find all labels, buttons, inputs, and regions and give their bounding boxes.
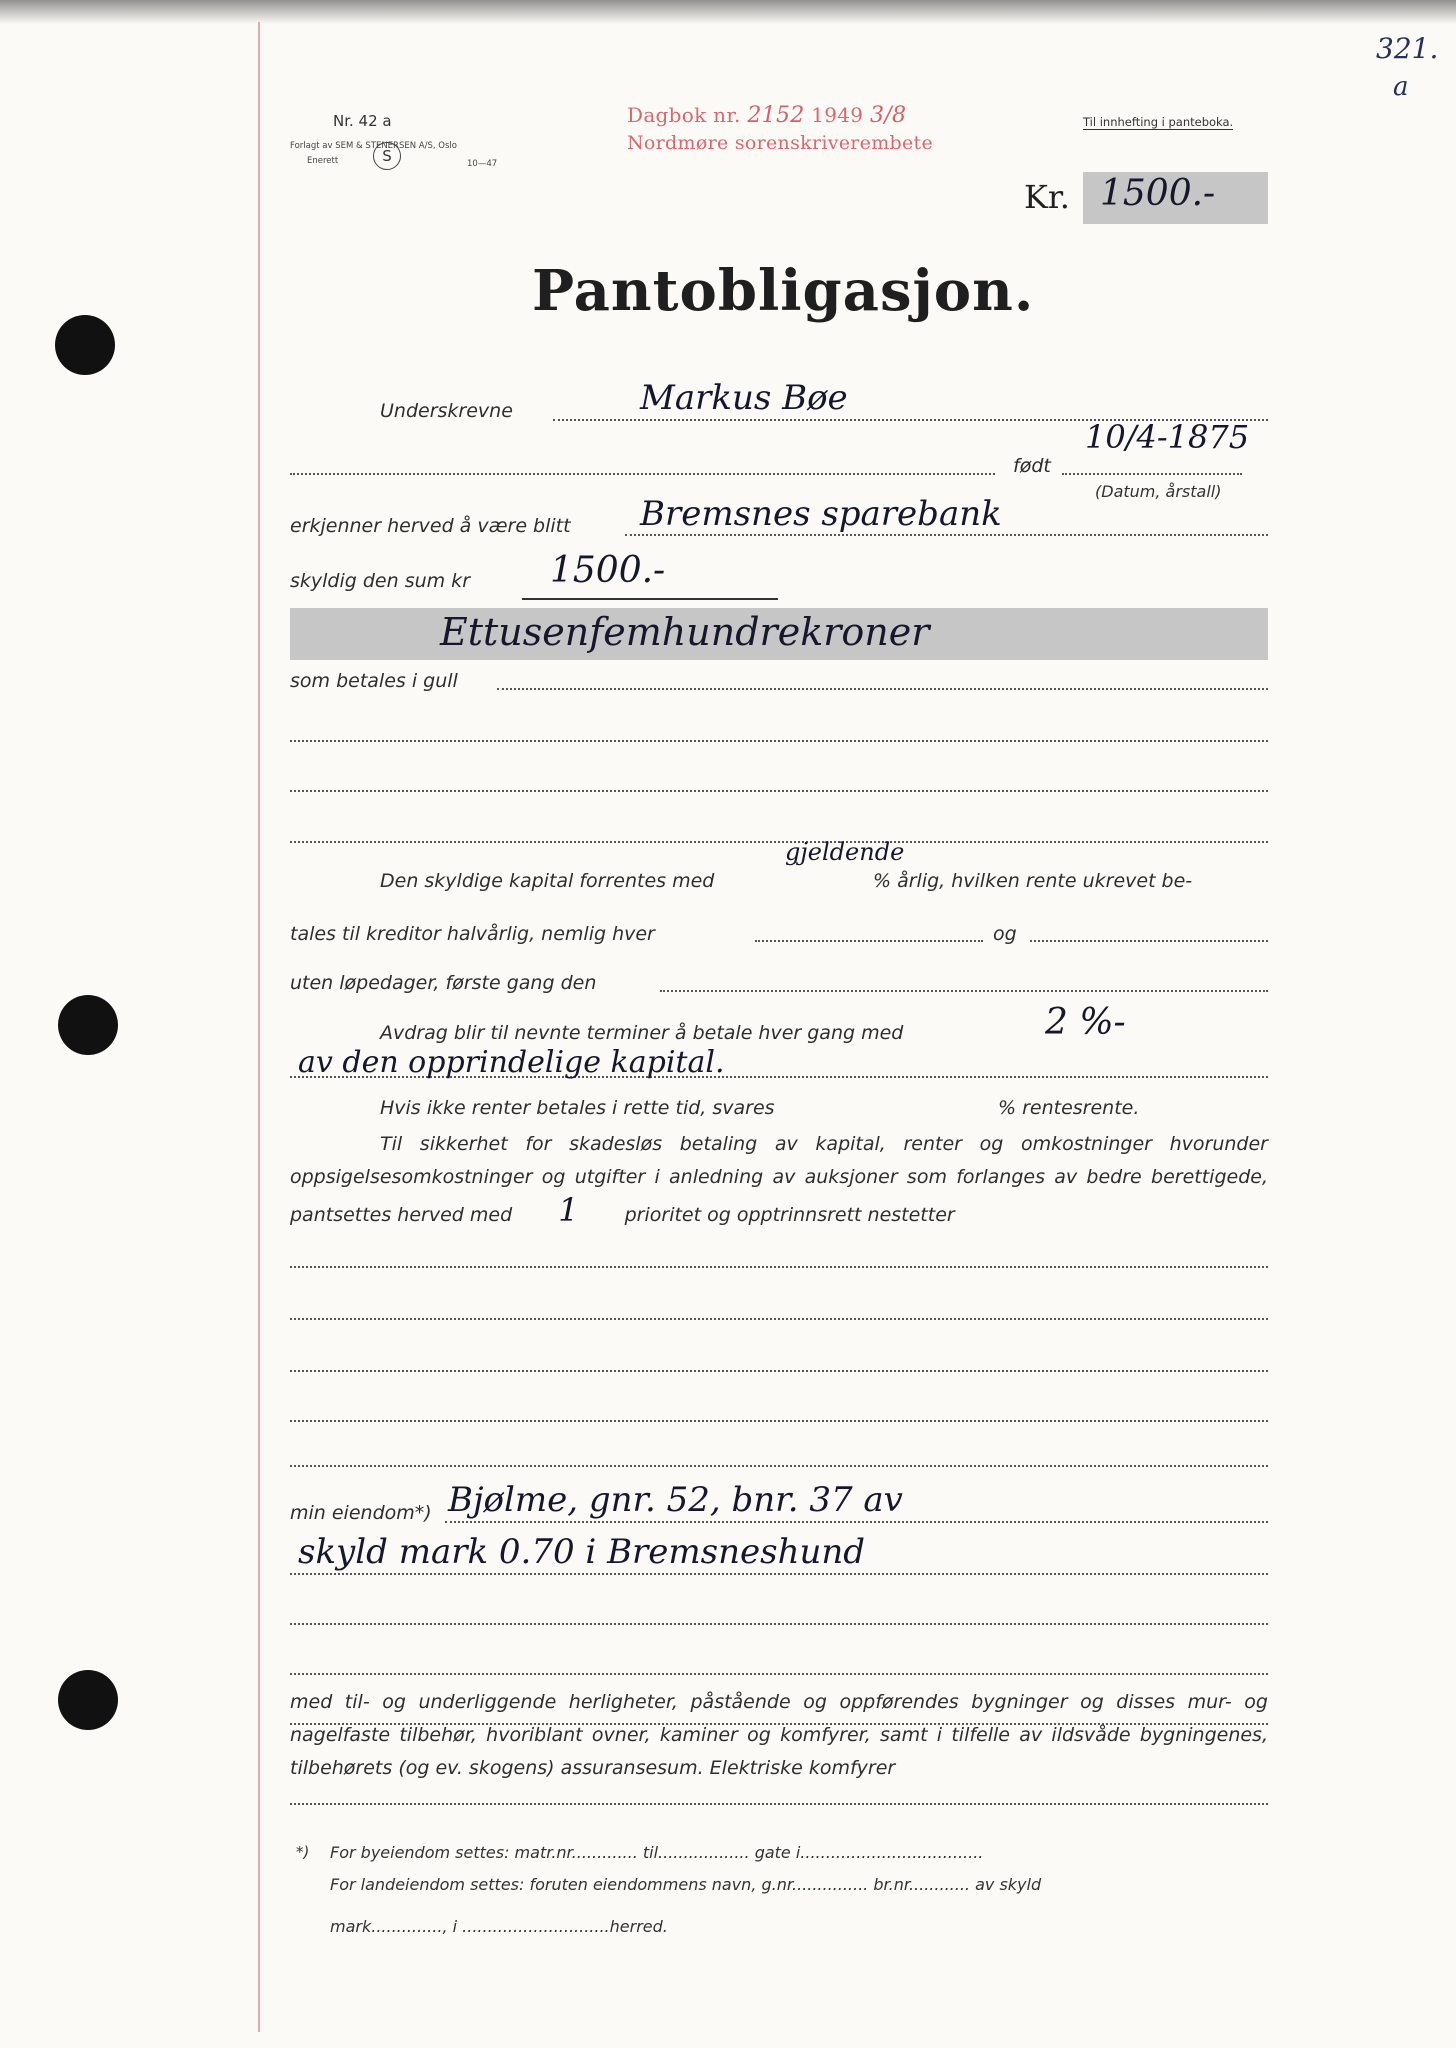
dots: ........... — [914, 1875, 970, 1894]
blank-line — [290, 1420, 1268, 1422]
scan-shadow — [0, 0, 1456, 24]
interest-og: og — [993, 923, 1017, 945]
renter-prefix: Hvis ikke renter betales i rette tid, svares — [380, 1097, 775, 1119]
dots: ............................. — [457, 1917, 610, 1936]
prioritet-value: 1 — [558, 1191, 579, 1229]
avdrag-line2-value: av den opprindelige kapital. — [298, 1045, 725, 1080]
erkjenner-label: erkjenner herved å være blitt — [290, 515, 571, 537]
eiendom-label: min eiendom*) — [290, 1502, 432, 1524]
corner-note-2: a — [1393, 72, 1409, 102]
eiendom-value-2: skyld mark 0.70 i Bremsneshund — [298, 1532, 866, 1572]
margin-rule — [258, 22, 260, 2032]
dots: ............ — [576, 1843, 638, 1862]
fodt-line — [1062, 473, 1242, 475]
blank-line — [290, 1803, 1268, 1805]
sikkerhet-paragraph — [290, 1128, 1268, 1232]
stamp-line1 — [627, 103, 906, 128]
dots: .................................... — [800, 1843, 984, 1862]
corner-note: 321. — [1376, 32, 1439, 65]
blank-line — [290, 740, 1268, 742]
avdrag-pct-value: 2 %- — [1045, 1002, 1126, 1043]
footnote-land-prefix: For landeiendom settes: foruten eiendommens navn, g.nr. — [330, 1875, 798, 1894]
fodt-value: 10/4-1875 — [1085, 418, 1250, 456]
interest-line1: Den skyldige kapital forrentes med — [380, 870, 715, 892]
footnote-land-skyld: av skyld — [975, 1875, 1042, 1894]
footnote-land — [330, 1875, 1041, 1894]
footnote-i: , i — [442, 1917, 458, 1936]
interest-line3: uten løpedager, første gang den — [290, 972, 597, 994]
blank-line — [290, 1673, 1268, 1675]
blank-line — [290, 1465, 1268, 1467]
footnote-mark — [330, 1917, 668, 1936]
footnote-by-prefix: For byeiendom settes: matr.nr. — [330, 1843, 577, 1862]
stamp-prefix: Dagbok nr. — [627, 103, 741, 127]
datum-note: (Datum, årstall) — [1095, 482, 1222, 501]
footnote-mark-label: mark — [330, 1917, 372, 1936]
underskrevne-value: Markus Bøe — [640, 378, 848, 418]
stamp-year: 1949 — [811, 103, 864, 127]
erkjenner-value: Bremsnes sparebank — [640, 494, 1002, 534]
interest-line2: tales til kreditor halvårlig, nemlig hver — [290, 923, 655, 945]
blank-line — [290, 1318, 1268, 1320]
dots: .................. — [658, 1843, 750, 1862]
renter-suffix: % rentesrente. — [998, 1097, 1140, 1119]
sikkerhet-text: Til sikkerhet for skadesløs betaling av kapital, renter og omkostninger hvorunder oppsigelsesomkostninger og utgifter i anledning av auksjoner som forlanges av bedre berettigede, pantsettes herved med — [290, 1133, 1268, 1226]
footnote-by-gate: gate i — [754, 1843, 801, 1862]
stamp-number: 2152 — [747, 103, 805, 128]
blank-line — [290, 1370, 1268, 1372]
eiendom-line-2 — [290, 1573, 1268, 1575]
termin-line-2 — [1030, 940, 1268, 942]
dots: .............. — [371, 1917, 443, 1936]
amount-prefix: Kr. — [1024, 178, 1070, 216]
footnote-land-brnr: br.nr. — [873, 1875, 915, 1894]
erkjenner-line — [625, 534, 1268, 536]
skyldig-line — [522, 598, 778, 600]
stamp-line2: Nordmøre sorenskriverembete — [627, 132, 934, 154]
publisher-enerett: Enerett — [307, 156, 339, 166]
first-date-line — [660, 990, 1268, 992]
blank-line — [290, 841, 1268, 843]
form-number: Nr. 42 a — [333, 112, 392, 130]
dots: .............. — [797, 1875, 869, 1894]
blank-line — [290, 1266, 1268, 1268]
publisher-code: 10—47 — [467, 159, 498, 169]
footnote-by — [330, 1843, 983, 1862]
herligheter-paragraph: med til- og underliggende herligheter, påstående og oppførendes bygninger og disses mur- og nagelfaste tilbehør, hvoriblant ovner, kaminer og komfyrer, samt i tilfelle av ildsvåde bygningenes, tilbehørets (og ev. skogens) assuransesum. Elektriske komfyrer — [290, 1691, 1268, 1779]
footnote-by-til: til — [642, 1843, 659, 1862]
publisher-line: Forlagt av SEM & STENERSEN A/S, Oslo — [290, 141, 457, 151]
binding-note: Til innhefting i panteboka. — [1083, 115, 1234, 129]
blank-line — [290, 790, 1268, 792]
sum-words-value: Ettusenfemhundrekroner — [440, 610, 930, 654]
termin-line-1 — [755, 940, 983, 942]
stamp-date: 3/8 — [870, 103, 907, 128]
fodt-label: født — [1013, 455, 1051, 477]
punch-hole — [58, 995, 118, 1055]
blank-line — [290, 473, 995, 475]
gull-line — [497, 688, 1268, 690]
footnote-marker: *) — [296, 1843, 310, 1861]
interest-rate-value: gjeldende — [785, 838, 905, 866]
amount-value: 1500.- — [1100, 173, 1216, 214]
footnote-herred: herred. — [609, 1917, 668, 1936]
sikkerhet-text-end: prioritet og opptrinnsrett nestetter — [624, 1204, 955, 1226]
punch-hole — [58, 1670, 118, 1730]
blank-line — [290, 1623, 1268, 1625]
skyldig-value: 1500.- — [550, 550, 666, 591]
eiendom-value-1: Bjølme, gnr. 52, bnr. 37 av — [448, 1480, 903, 1520]
interest-line1-rest: % årlig, hvilken rente ukrevet be- — [873, 870, 1193, 892]
gull-label: som betales i gull — [290, 670, 458, 692]
eiendom-line — [445, 1521, 1268, 1523]
underskrevne-label: Underskrevne — [380, 400, 513, 422]
avdrag-line1: Avdrag blir til nevnte terminer å betale hver gang med — [380, 1022, 904, 1044]
skyldig-label: skyldig den sum kr — [290, 570, 470, 592]
publisher-logo: S — [373, 142, 401, 170]
page-title: Pantobligasjon. — [532, 258, 1035, 324]
punch-hole — [55, 315, 115, 375]
